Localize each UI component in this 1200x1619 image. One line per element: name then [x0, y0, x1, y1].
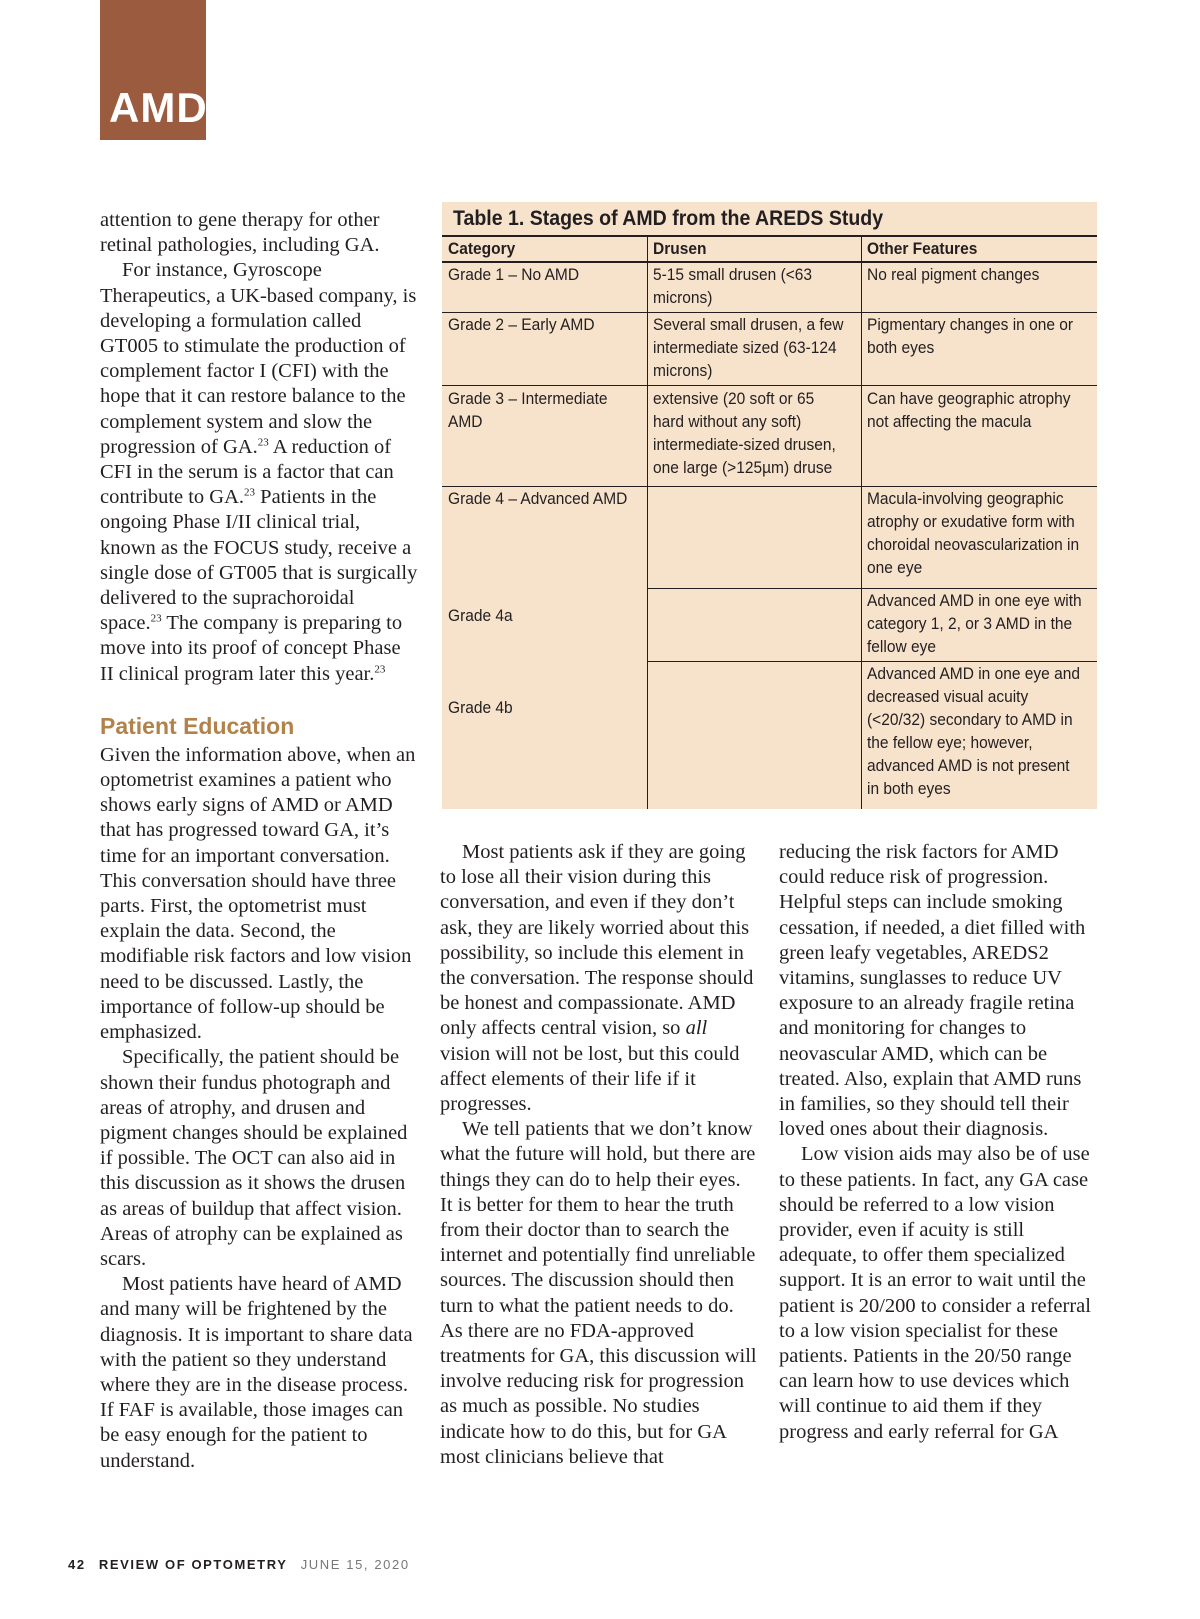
- table-header-category: Category: [448, 240, 516, 258]
- text-run: vision will not be lost, but this could affect elements of their life if it progresses.: [440, 1042, 740, 1116]
- table-cell: Grade 4b: [448, 699, 513, 717]
- table-rule: [442, 312, 1097, 313]
- table-rule: [442, 486, 1097, 487]
- table-cell: Grade 3 – Intermediate AMD: [448, 390, 608, 431]
- table-rule: [647, 661, 1097, 662]
- paragraph: Given the information above, when an optometrist examines a patient who shows early signs of AMD or AMD that has progressed toward GA, it’s time for an important conversation. This conversation should have three parts. First, the optometrist must explain the data. Second, the modifiable risk factors and low vision need to be discussed. Lastly, the importance of follow-up should be emphasized.: [100, 743, 416, 1044]
- table-cell: Macula-involving geographic atrophy or exudative form with choroidal neovascularization in one eye: [867, 490, 1080, 577]
- issue-date: JUNE 15, 2020: [300, 1557, 410, 1572]
- table-rule: [647, 588, 1097, 589]
- text-column-3: [779, 840, 1097, 1445]
- paragraph: We tell patients that we don’t know what the future will hold, but there are things they can do to help their eyes. It is better for them to hear the truth from their doctor than to search the internet and potentially find unreliable sources. The discussion should then turn to what the patient needs to do. As there are no FDA-approved treatments for GA, this discussion will involve reducing risk for progression as much as possible. No studies indicate how to do this, but for GA most clinicians believe that: [440, 1118, 757, 1468]
- table-cell: Grade 4a: [448, 607, 513, 625]
- table-cell: No real pigment changes: [867, 266, 1040, 284]
- paragraph: reducing the risk factors for AMD could reduce risk of progression. Helpful steps can include smoking cessation, if needed, a diet filled with green leafy vegetables, AREDS2 vitamins, sunglasses to reduce UV exposure to an already fragile retina and monitoring for changes to neovascular AMD, which can be treated. Also, explain that AMD runs in families, so they should tell their loved ones about their diagnosis.: [779, 841, 1086, 1141]
- text-column-1: [100, 208, 418, 1474]
- emphasis: all: [685, 1017, 708, 1040]
- page-footer: [68, 1557, 410, 1572]
- reference-mark: 23: [244, 486, 256, 499]
- table-rule: [861, 235, 862, 809]
- paragraph: [440, 840, 758, 1117]
- table-title: Table 1. Stages of AMD from the AREDS Study: [453, 207, 884, 230]
- reference-mark: 23: [374, 662, 386, 675]
- table-rule: [647, 235, 648, 809]
- table-cell: Grade 4 – Advanced AMD: [448, 490, 628, 508]
- text-run: Most patients ask if they are going to lose all their vision during this conversation, and even if they don’t ask, they are likely worried about this possibility, so include this element in the conversation. The response should be honest and compassionate. AMD only affects central vision, so: [440, 841, 754, 1040]
- reference-mark: 23: [257, 436, 269, 449]
- text-run: Patients in the ongoing Phase I/II clinical trial, known as the FOCUS study, receive a single dose of GT005 that is surgically delivered to the suprachoroidal space.: [100, 486, 418, 635]
- table-cell: Can have geographic atrophy not affecting the macula: [867, 390, 1071, 431]
- table-cell: Advanced AMD in one eye with category 1, 2, or 3 AMD in the fellow eye: [867, 592, 1082, 656]
- text-run: A reduction of CFI in the serum is a factor that can contribute to GA.: [100, 435, 394, 509]
- text-column-2: [440, 840, 758, 1470]
- table-rule: [442, 235, 1097, 237]
- paragraph: [100, 258, 418, 686]
- paragraph: Most patients have heard of AMD and many will be frightened by the diagnosis. It is important to share data with the patient so they understand where they are in the disease process. If FAF is available, those images can be easy enough for the patient to understand.: [100, 1273, 413, 1472]
- table-grid: [442, 202, 1097, 809]
- amd-stages-table: [442, 202, 1097, 809]
- text-run: The company is preparing to move into its proof of concept Phase II clinical program later this year.: [100, 612, 403, 685]
- paragraph: Low vision aids may also be of use to these patients. In fact, any GA case should be referred to a low vision provider, even if acuity is still adequate, to offer them specialized support. It is an error to wait until the patient is 20/200 to consider a referral to a low vision specialist for these patients. Patients in the 20/50 range can learn how to use devices which will continue to aid them if they progress and early referral for GA: [779, 1143, 1091, 1443]
- table-cell: Grade 1 – No AMD: [448, 266, 580, 284]
- text-run: For instance, Gyroscope Therapeutics, a UK-based company, is developing a formulation called GT005 to stimulate the production of complement factor I (CFI) with the hope that it can restore balance to the complement system and slow the progression of GA.: [100, 259, 417, 458]
- table-cell: extensive (20 soft or 65 hard without any soft) intermediate-sized drusen, one large (>125µm) druse: [653, 390, 836, 477]
- table-cell: 5-15 small drusen (<63 microns): [653, 266, 813, 307]
- reference-mark: 23: [150, 612, 162, 625]
- section-tab-label: AMD: [109, 84, 208, 131]
- magazine-name: REVIEW OF OPTOMETRY: [98, 1557, 288, 1572]
- section-tab: [100, 0, 206, 140]
- paragraph: Specifically, the patient should be shown their fundus photograph and areas of atrophy, and drusen and pigment changes should be explained if possible. The OCT can also aid in this discussion as it shows the drusen as areas of buildup that affect vision. Areas of atrophy can be explained as scars.: [100, 1046, 408, 1270]
- table-header-drusen: Drusen: [653, 240, 707, 258]
- table-header-other-features: Other Features: [867, 240, 978, 258]
- table-rule: [442, 385, 1097, 386]
- table-cell: Pigmentary changes in one or both eyes: [867, 316, 1074, 357]
- table-cell: Grade 2 – Early AMD: [448, 316, 595, 334]
- table-cell: Several small drusen, a few intermediate sized (63-124 microns): [653, 316, 844, 380]
- paragraph: attention to gene therapy for other retinal pathologies, including GA.: [100, 209, 380, 257]
- page-number: 42: [68, 1557, 86, 1572]
- table-rule: [442, 261, 1097, 263]
- section-subheading: Patient Education: [100, 712, 295, 739]
- table-cell: Advanced AMD in one eye and decreased visual acuity (<20/32) secondary to AMD in the fellow eye; however, advanced AMD is not present in both eyes: [867, 665, 1080, 798]
